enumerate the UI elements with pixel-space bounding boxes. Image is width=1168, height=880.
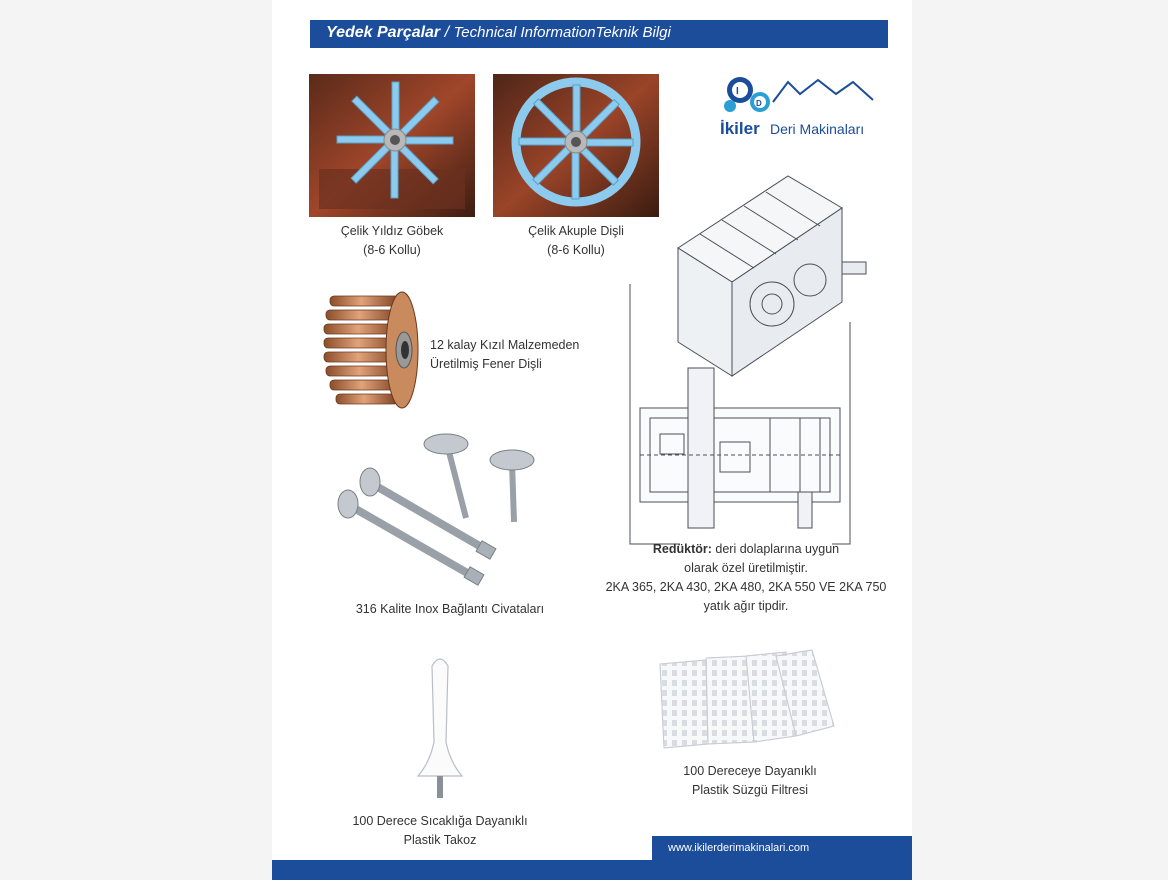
filter-plates-photo xyxy=(650,648,840,754)
inox-bolts-caption xyxy=(300,600,600,619)
reducer-label: Redüktör: xyxy=(652,542,712,556)
reducer-type: yatık ağır tipdir. xyxy=(703,599,789,613)
coupling-gear-title: Çelik Akuple Dişli xyxy=(528,224,624,238)
reducer-desc-2: olarak özel üretilmiştir. xyxy=(684,561,808,575)
logo-hide-outline xyxy=(773,80,873,102)
gear-icon xyxy=(724,77,770,112)
filter-title: 100 Dereceye Dayanıklı xyxy=(683,764,817,778)
reducer-desc-1: deri dolaplarına uygun xyxy=(711,542,840,556)
coupling-gear-spec: (8-6 Kollu) xyxy=(547,243,605,257)
reducer-models: 2KA 365, 2KA 430, 2KA 480, 2KA 550 VE 2KA 750 xyxy=(605,580,887,594)
reducer-drawing xyxy=(620,172,870,562)
inox-bolts-title: 316 Kalite Inox Bağlantı Civataları xyxy=(355,602,545,616)
filter-caption xyxy=(610,762,890,800)
title-sub: Technical InformationTeknik Bilgi xyxy=(453,24,671,41)
logo-letter-d: D xyxy=(756,99,762,108)
title-main: Yedek Parçalar xyxy=(326,24,441,41)
website-link[interactable]: www.ikilerderimakinalari.com xyxy=(668,842,810,854)
lantern-gear-caption xyxy=(430,336,630,374)
reducer-caption xyxy=(586,540,906,616)
star-hub-caption xyxy=(309,222,475,260)
title-separator: / xyxy=(444,24,450,41)
plastic-peg-title: 100 Derece Sıcaklığa Dayanıklı xyxy=(352,814,528,828)
star-hub-photo xyxy=(309,74,475,217)
logo-letter-i: I xyxy=(736,86,739,97)
star-hub-title: Çelik Yıldız Göbek xyxy=(340,224,444,238)
filter-subtitle: Plastik Süzgü Filtresi xyxy=(691,783,808,797)
footer-bar xyxy=(272,860,912,880)
lantern-gear-title: 12 kalay Kızıl Malzemeden xyxy=(430,338,580,352)
reducer-line-1 xyxy=(586,540,906,559)
plastic-peg-photo xyxy=(410,652,470,804)
plastic-peg-subtitle: Plastik Takoz xyxy=(403,833,477,847)
lantern-gear-photo xyxy=(322,286,422,416)
inox-bolts-photo xyxy=(318,430,548,600)
star-hub-spec: (8-6 Kollu) xyxy=(363,243,421,257)
plastic-peg-caption xyxy=(300,812,580,850)
logo-brand-rest: Deri Makinaları xyxy=(770,121,865,137)
page-title xyxy=(326,24,671,42)
lantern-gear-subtitle: Üretilmiş Fener Dişli xyxy=(430,357,542,371)
company-logo xyxy=(718,72,888,142)
logo-brand-bold: İkiler xyxy=(720,119,760,138)
